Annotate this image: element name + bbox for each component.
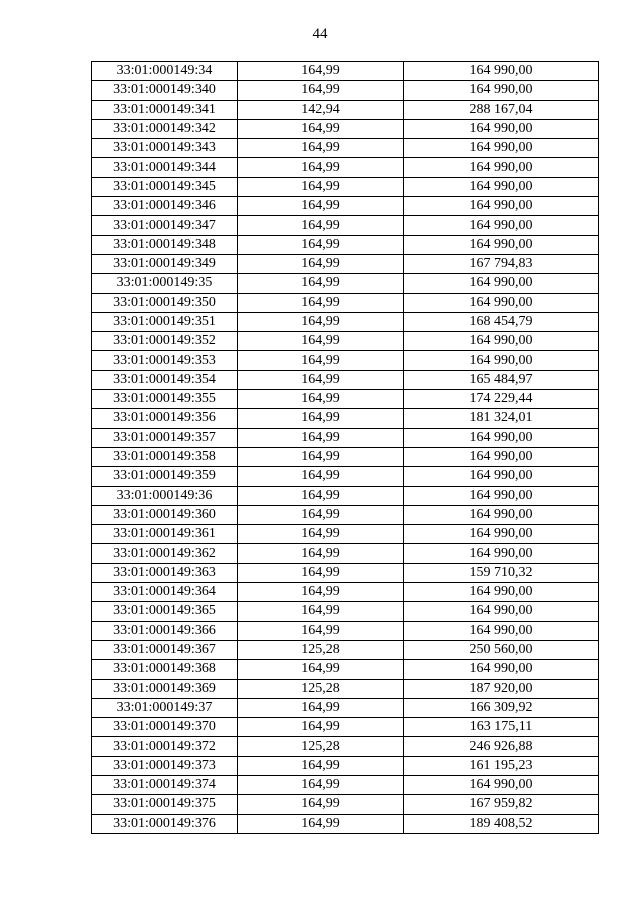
area-cell: 164,99 xyxy=(238,139,404,158)
area-cell: 164,99 xyxy=(238,197,404,216)
value-cell: 189 408,52 xyxy=(404,814,599,833)
value-cell: 164 990,00 xyxy=(404,158,599,177)
value-cell: 164 990,00 xyxy=(404,544,599,563)
cadastral-number-cell: 33:01:000149:346 xyxy=(92,197,238,216)
table-row xyxy=(92,447,599,466)
cadastral-number-cell: 33:01:000149:351 xyxy=(92,312,238,331)
table-row xyxy=(92,795,599,814)
table-row xyxy=(92,177,599,196)
cadastral-number-cell: 33:01:000149:363 xyxy=(92,563,238,582)
value-cell: 164 990,00 xyxy=(404,197,599,216)
cadastral-number-cell: 33:01:000149:36 xyxy=(92,486,238,505)
cadastral-number-cell: 33:01:000149:352 xyxy=(92,332,238,351)
value-cell: 164 990,00 xyxy=(404,602,599,621)
table-row xyxy=(92,332,599,351)
cadastral-number-cell: 33:01:000149:370 xyxy=(92,718,238,737)
table-row xyxy=(92,293,599,312)
cadastral-number-cell: 33:01:000149:349 xyxy=(92,254,238,273)
area-cell: 164,99 xyxy=(238,698,404,717)
area-cell: 125,28 xyxy=(238,737,404,756)
cadastral-number-cell: 33:01:000149:367 xyxy=(92,640,238,659)
area-cell: 164,99 xyxy=(238,177,404,196)
area-cell: 164,99 xyxy=(238,505,404,524)
table-row xyxy=(92,660,599,679)
table-row xyxy=(92,698,599,717)
table-row xyxy=(92,583,599,602)
area-cell: 164,99 xyxy=(238,158,404,177)
area-cell: 164,99 xyxy=(238,544,404,563)
value-cell: 250 560,00 xyxy=(404,640,599,659)
table-row xyxy=(92,428,599,447)
cadastral-number-cell: 33:01:000149:342 xyxy=(92,119,238,138)
area-cell: 164,99 xyxy=(238,409,404,428)
area-cell: 164,99 xyxy=(238,583,404,602)
value-cell: 167 959,82 xyxy=(404,795,599,814)
area-cell: 164,99 xyxy=(238,62,404,81)
cadastral-number-cell: 33:01:000149:345 xyxy=(92,177,238,196)
area-cell: 125,28 xyxy=(238,640,404,659)
table-row xyxy=(92,351,599,370)
value-cell: 164 990,00 xyxy=(404,505,599,524)
table-row xyxy=(92,718,599,737)
value-cell: 288 167,04 xyxy=(404,100,599,119)
table-row xyxy=(92,679,599,698)
value-cell: 164 990,00 xyxy=(404,235,599,254)
value-cell: 246 926,88 xyxy=(404,737,599,756)
value-cell: 164 990,00 xyxy=(404,119,599,138)
cadastral-number-cell: 33:01:000149:357 xyxy=(92,428,238,447)
cadastral-number-cell: 33:01:000149:355 xyxy=(92,390,238,409)
area-cell: 164,99 xyxy=(238,814,404,833)
value-cell: 164 990,00 xyxy=(404,775,599,794)
area-cell: 164,99 xyxy=(238,119,404,138)
value-cell: 164 990,00 xyxy=(404,216,599,235)
cadastral-number-cell: 33:01:000149:37 xyxy=(92,698,238,717)
value-cell: 165 484,97 xyxy=(404,370,599,389)
table-row xyxy=(92,62,599,81)
area-cell: 164,99 xyxy=(238,775,404,794)
cadastral-number-cell: 33:01:000149:361 xyxy=(92,525,238,544)
value-cell: 164 990,00 xyxy=(404,486,599,505)
cadastral-number-cell: 33:01:000149:353 xyxy=(92,351,238,370)
cadastral-number-cell: 33:01:000149:358 xyxy=(92,447,238,466)
value-cell: 159 710,32 xyxy=(404,563,599,582)
table-row xyxy=(92,312,599,331)
cadastral-number-cell: 33:01:000149:344 xyxy=(92,158,238,177)
area-cell: 164,99 xyxy=(238,274,404,293)
table-row xyxy=(92,737,599,756)
table-row xyxy=(92,100,599,119)
table-row xyxy=(92,119,599,138)
value-cell: 174 229,44 xyxy=(404,390,599,409)
value-cell: 164 990,00 xyxy=(404,139,599,158)
cadastral-number-cell: 33:01:000149:366 xyxy=(92,621,238,640)
value-cell: 164 990,00 xyxy=(404,351,599,370)
table-row xyxy=(92,563,599,582)
area-cell: 164,99 xyxy=(238,428,404,447)
value-cell: 164 990,00 xyxy=(404,583,599,602)
cadastral-number-cell: 33:01:000149:35 xyxy=(92,274,238,293)
area-cell: 164,99 xyxy=(238,293,404,312)
value-cell: 164 990,00 xyxy=(404,81,599,100)
cadastral-number-cell: 33:01:000149:348 xyxy=(92,235,238,254)
value-cell: 164 990,00 xyxy=(404,447,599,466)
table-row xyxy=(92,775,599,794)
value-cell: 164 990,00 xyxy=(404,525,599,544)
table-body xyxy=(92,62,599,834)
table-row xyxy=(92,158,599,177)
area-cell: 164,99 xyxy=(238,447,404,466)
cadastral-number-cell: 33:01:000149:372 xyxy=(92,737,238,756)
cadastral-number-cell: 33:01:000149:354 xyxy=(92,370,238,389)
area-cell: 164,99 xyxy=(238,756,404,775)
value-cell: 164 990,00 xyxy=(404,467,599,486)
table-row xyxy=(92,390,599,409)
value-cell: 166 309,92 xyxy=(404,698,599,717)
cadastral-number-cell: 33:01:000149:360 xyxy=(92,505,238,524)
cadastral-number-cell: 33:01:000149:356 xyxy=(92,409,238,428)
cadastral-number-cell: 33:01:000149:359 xyxy=(92,467,238,486)
area-cell: 164,99 xyxy=(238,602,404,621)
table-row xyxy=(92,81,599,100)
value-cell: 164 990,00 xyxy=(404,62,599,81)
value-cell: 164 990,00 xyxy=(404,332,599,351)
table-row xyxy=(92,197,599,216)
cadastral-number-cell: 33:01:000149:347 xyxy=(92,216,238,235)
value-cell: 161 195,23 xyxy=(404,756,599,775)
value-cell: 164 990,00 xyxy=(404,177,599,196)
value-cell: 164 990,00 xyxy=(404,274,599,293)
cadastral-number-cell: 33:01:000149:343 xyxy=(92,139,238,158)
area-cell: 164,99 xyxy=(238,254,404,273)
cadastral-number-cell: 33:01:000149:341 xyxy=(92,100,238,119)
area-cell: 125,28 xyxy=(238,679,404,698)
data-table xyxy=(91,61,599,834)
value-cell: 164 990,00 xyxy=(404,660,599,679)
area-cell: 164,99 xyxy=(238,660,404,679)
table-row xyxy=(92,544,599,563)
table-row xyxy=(92,602,599,621)
cadastral-number-cell: 33:01:000149:369 xyxy=(92,679,238,698)
value-cell: 163 175,11 xyxy=(404,718,599,737)
table-row xyxy=(92,216,599,235)
value-cell: 164 990,00 xyxy=(404,293,599,312)
table-row xyxy=(92,235,599,254)
table-row xyxy=(92,525,599,544)
area-cell: 164,99 xyxy=(238,312,404,331)
value-cell: 168 454,79 xyxy=(404,312,599,331)
cadastral-number-cell: 33:01:000149:376 xyxy=(92,814,238,833)
area-cell: 164,99 xyxy=(238,235,404,254)
cadastral-number-cell: 33:01:000149:34 xyxy=(92,62,238,81)
area-cell: 164,99 xyxy=(238,81,404,100)
value-cell: 167 794,83 xyxy=(404,254,599,273)
table-row xyxy=(92,467,599,486)
area-cell: 164,99 xyxy=(238,486,404,505)
table-row xyxy=(92,621,599,640)
cadastral-number-cell: 33:01:000149:364 xyxy=(92,583,238,602)
area-cell: 164,99 xyxy=(238,621,404,640)
area-cell: 164,99 xyxy=(238,370,404,389)
cadastral-number-cell: 33:01:000149:365 xyxy=(92,602,238,621)
cadastral-number-cell: 33:01:000149:340 xyxy=(92,81,238,100)
area-cell: 164,99 xyxy=(238,563,404,582)
table-row xyxy=(92,254,599,273)
table-row xyxy=(92,370,599,389)
cadastral-number-cell: 33:01:000149:374 xyxy=(92,775,238,794)
cadastral-number-cell: 33:01:000149:373 xyxy=(92,756,238,775)
value-cell: 181 324,01 xyxy=(404,409,599,428)
area-cell: 164,99 xyxy=(238,795,404,814)
cadastral-number-cell: 33:01:000149:375 xyxy=(92,795,238,814)
table-row xyxy=(92,486,599,505)
table-row xyxy=(92,274,599,293)
table-row xyxy=(92,139,599,158)
table-row xyxy=(92,756,599,775)
value-cell: 164 990,00 xyxy=(404,428,599,447)
value-cell: 164 990,00 xyxy=(404,621,599,640)
area-cell: 164,99 xyxy=(238,216,404,235)
area-cell: 164,99 xyxy=(238,390,404,409)
page-number: 44 xyxy=(312,26,328,42)
table-row xyxy=(92,505,599,524)
cadastral-number-cell: 33:01:000149:362 xyxy=(92,544,238,563)
cadastral-number-cell: 33:01:000149:350 xyxy=(92,293,238,312)
table-row xyxy=(92,814,599,833)
value-cell: 187 920,00 xyxy=(404,679,599,698)
table-row xyxy=(92,640,599,659)
table-row xyxy=(92,409,599,428)
area-cell: 164,99 xyxy=(238,332,404,351)
area-cell: 164,99 xyxy=(238,525,404,544)
area-cell: 164,99 xyxy=(238,718,404,737)
area-cell: 164,99 xyxy=(238,351,404,370)
area-cell: 164,99 xyxy=(238,467,404,486)
area-cell: 142,94 xyxy=(238,100,404,119)
cadastral-number-cell: 33:01:000149:368 xyxy=(92,660,238,679)
